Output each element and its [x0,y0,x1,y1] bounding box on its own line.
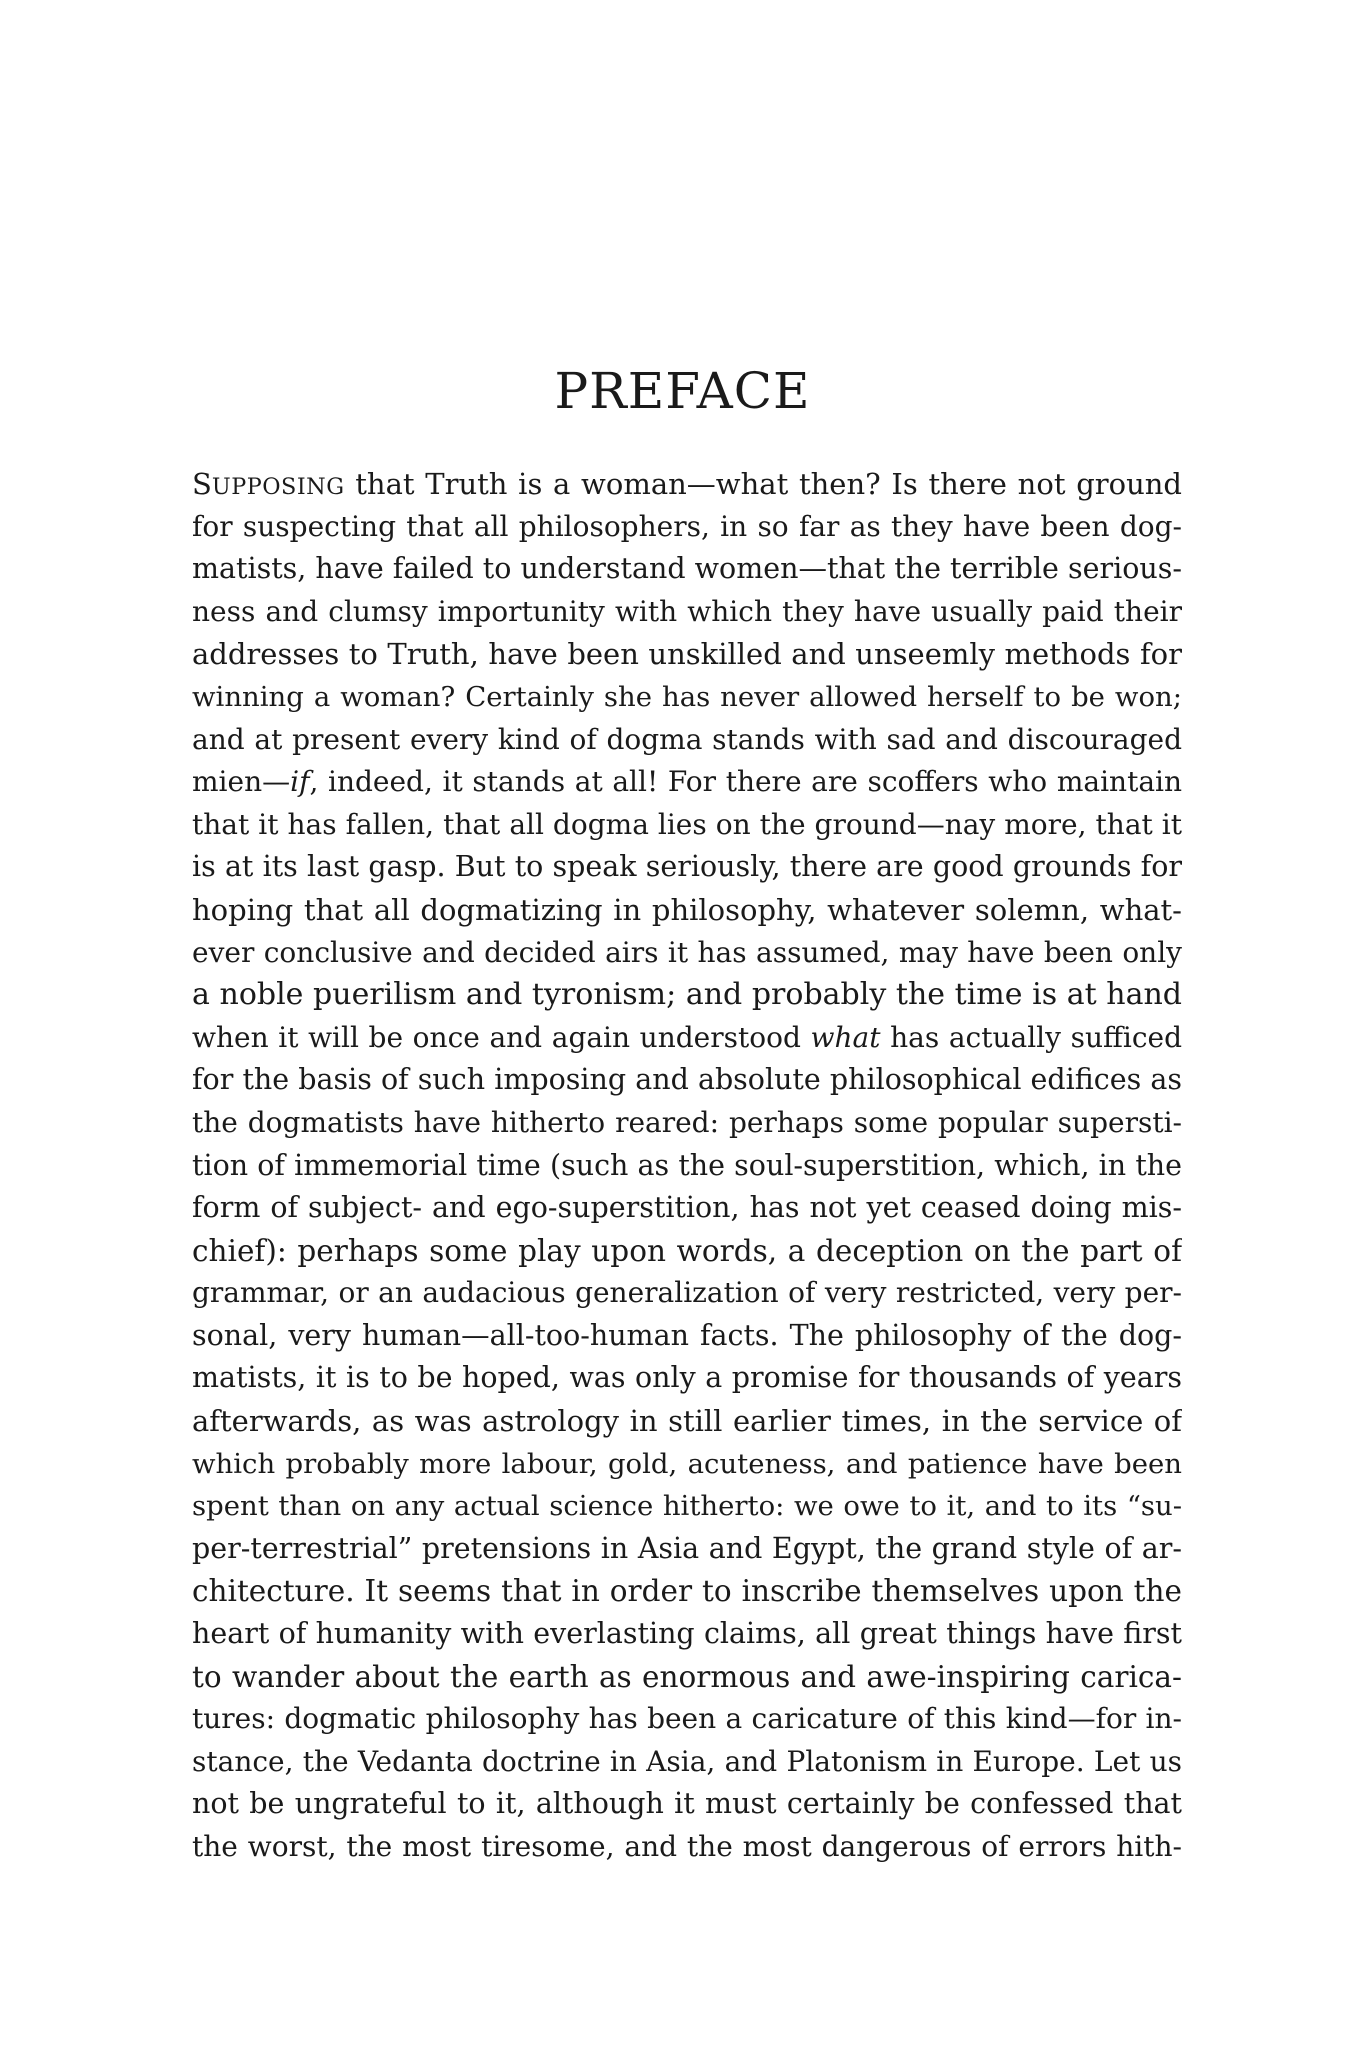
text-line: heart of humanity with everlasting claims, all great things have first [192,1617,1182,1651]
text-line: chief): perhaps some play upon words, a deception on the part of [192,1233,1182,1268]
small-caps-initial: S [192,467,212,501]
text-line: tures: dogmatic philosophy has been a caricature of this kind—for in- [192,1702,1182,1736]
line-text: has actually sufficed [880,1020,1182,1054]
text-line: for suspecting that all philosophers, in so far as they have been dog- [192,509,1182,543]
line-text: , indeed, it stands at all! For there are scoffers who maintain [309,765,1182,799]
italic-word: if [290,765,310,799]
text-line: stance, the Vedanta doctrine in Asia, and Platonism in Europe. Let us [192,1744,1182,1778]
text-line: ness and clumsy importunity with which they have usually paid their [192,594,1182,628]
italic-word: what [810,1020,881,1054]
text-line: addresses to Truth, have been unskilled and unseemly methods for [192,637,1182,672]
text-line: tion of immemorial time (such as the soul-superstition, which, in the [192,1148,1182,1182]
text-line: for the basis of such imposing and absolute philosophical edifices as [192,1063,1182,1097]
preface-paragraph [192,463,1182,1869]
text-line: which probably more labour, gold, acuteness, and patience have been [192,1447,1182,1480]
text-line: form of subject- and ego-superstition, has not yet ceased doing mis- [192,1191,1182,1225]
text-line: chitecture. It seems that in order to inscribe themselves upon the [192,1574,1182,1609]
text-line: that it has fallen, that all dogma lies on the ground—nay more, that it [192,807,1182,841]
text-line: the dogmatists have hitherto reared: perhaps some popular supersti- [192,1105,1182,1139]
text-line: afterwards, as was astrology in still earlier times, in the service of [192,1404,1182,1439]
text-line [192,1017,1182,1060]
text-line [192,463,1182,506]
text-line: ever conclusive and decided airs it has assumed, may have been only [192,935,1182,969]
text-line: to wander about the earth as enormous and awe-inspiring carica- [192,1659,1182,1694]
page-title: PREFACE [554,362,811,420]
line-text: that Truth is a woman—what then? Is there not ground [344,467,1182,501]
text-line: spent than on any actual science hitherto: we owe to it, and to its “su- [192,1490,1182,1523]
text-line: the worst, the most tiresome, and the most dangerous of errors hith- [192,1830,1182,1863]
line-text: when it will be once and again understood [192,1020,811,1054]
text-line: matists, have failed to understand women—that the terrible serious- [192,552,1182,586]
text-line: per-terrestrial” pretensions in Asia and Egypt, the grand style of ar- [192,1531,1182,1565]
text-line: winning a woman? Certainly she has never allowed herself to be won; [192,680,1182,713]
text-line: matists, it is to be hoped, was only a promise for thousands of years [192,1361,1182,1395]
text-line: not be ungrateful to it, although it must certainly be confessed that [192,1787,1182,1821]
text-line: a noble puerilism and tyronism; and probably the time is at hand [192,977,1182,1013]
text-line [192,761,1182,804]
text-line: is at its last gasp. But to speak seriously, there are good grounds for [192,850,1182,884]
text-line: sonal, very human—all-too-human facts. The philosophy of the dog- [192,1318,1182,1352]
text-line: grammar, or an audacious generalization of very restricted, very per- [192,1276,1182,1310]
line-text: mien— [192,765,291,799]
text-line: hoping that all dogmatizing in philosophy, whatever solemn, what- [192,892,1182,927]
text-line: and at present every kind of dogma stands with sad and discouraged [192,722,1182,756]
small-caps-word: UPPOSING [211,474,345,500]
